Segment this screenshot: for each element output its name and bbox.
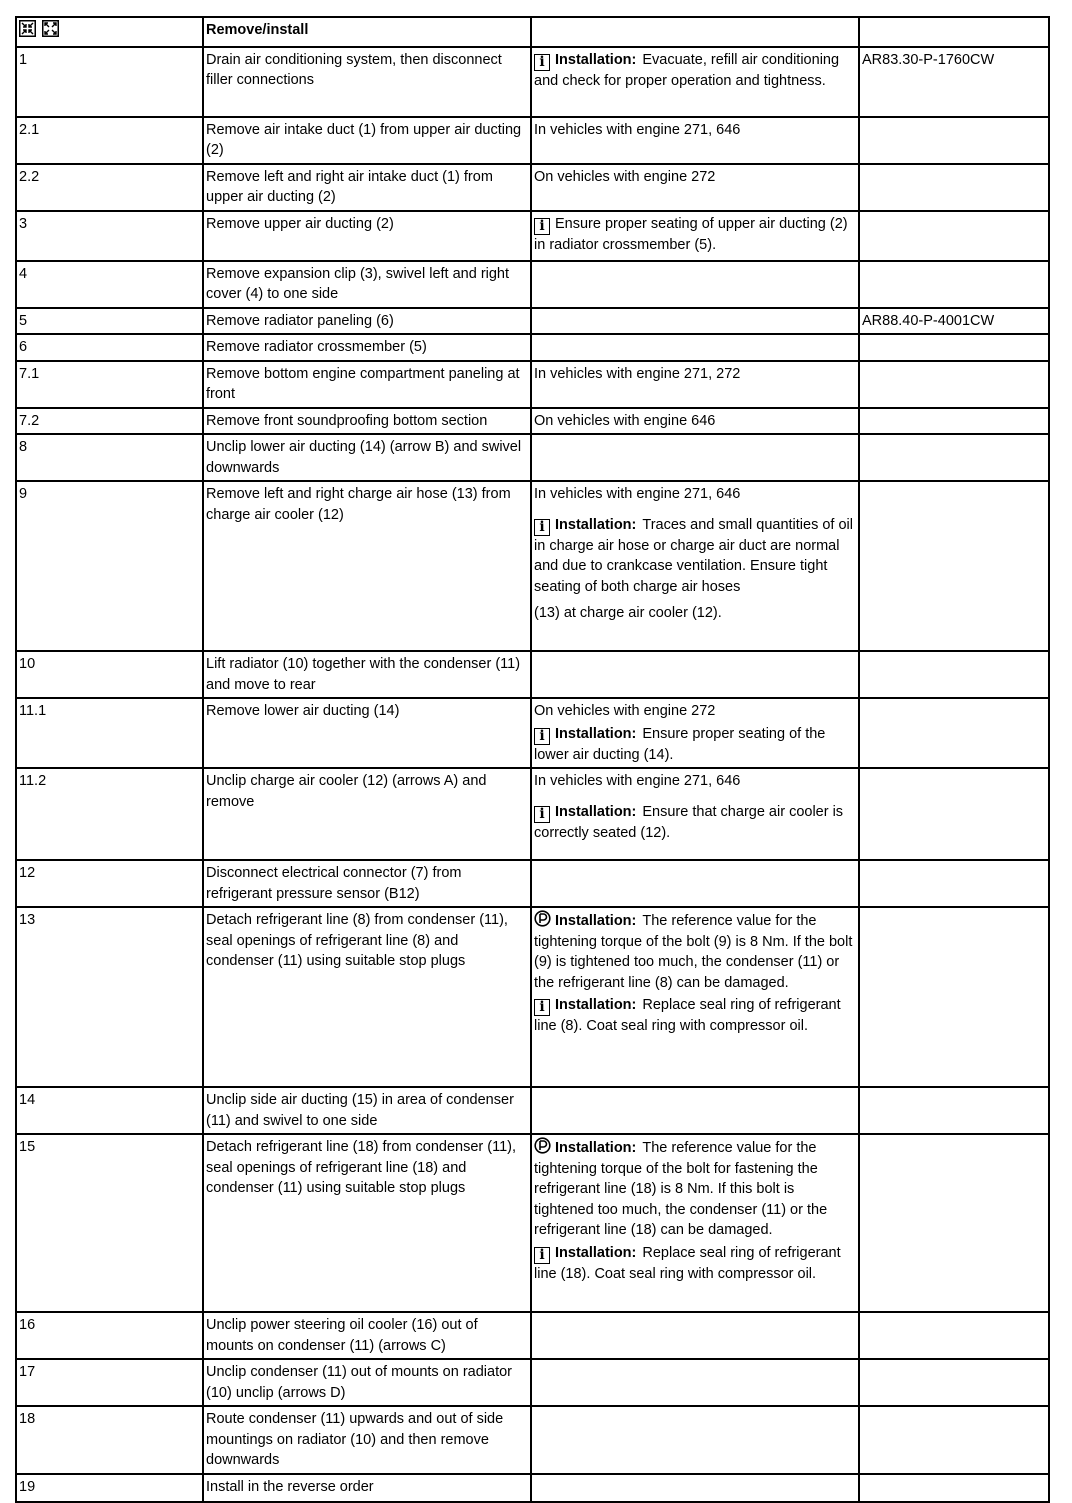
remove-arrows-icon	[19, 20, 36, 37]
step-notes	[531, 481, 859, 651]
step-number: 2.1	[16, 117, 203, 164]
step-number: 8	[16, 434, 203, 481]
reference-cell	[859, 1134, 1049, 1312]
step-action: Lift radiator (10) together with the condenser (11) and move to rear	[203, 651, 531, 698]
engine-condition: On vehicles with engine 272	[534, 703, 716, 719]
table-row	[16, 768, 1049, 860]
install-arrows-icon	[42, 20, 59, 37]
installation-label: Installation:	[555, 997, 637, 1013]
table-row	[16, 481, 1049, 651]
step-action: Remove bottom engine compartment paneling at front	[203, 361, 531, 408]
step-number: 6	[16, 334, 203, 361]
notes-cell	[531, 1359, 859, 1406]
table-row	[16, 651, 1049, 698]
notes-cell	[531, 651, 859, 698]
reference-cell	[859, 860, 1049, 907]
table-row	[16, 308, 1049, 335]
installation-note: Ensure proper seating of the lower air ducting (14).	[534, 725, 826, 763]
step-number: 5	[16, 308, 203, 335]
step-number: 18	[16, 1406, 203, 1474]
info-icon: i	[534, 519, 550, 536]
table-row	[16, 1359, 1049, 1406]
step-number: 11.2	[16, 768, 203, 860]
table-row	[16, 1406, 1049, 1474]
torque-note: The reference value for the tightening torque of the bolt for fastening the refrigerant line (18) is 8 Nm. If this bolt is tightened too much, the condenser (11) or the refrigerant line (18) can be damaged.	[534, 1140, 828, 1238]
reference-cell	[859, 434, 1049, 481]
reference-link[interactable]: AR88.40-P-4001CW	[859, 308, 1049, 335]
installation-note: Ensure that charge air cooler is correctly seated (12).	[534, 803, 844, 841]
step-action: Remove left and right charge air hose (13) from charge air cooler (12)	[203, 481, 531, 651]
step-action: Remove air intake duct (1) from upper air ducting (2)	[203, 117, 531, 164]
engine-condition: In vehicles with engine 271, 272	[531, 361, 859, 408]
table-row	[16, 261, 1049, 308]
installation-note: Ensure proper seating of upper air ducting (2) in radiator crossmember (5).	[534, 215, 848, 253]
notes-cell	[531, 1312, 859, 1359]
step-number: 7.1	[16, 361, 203, 408]
reference-cell	[859, 1406, 1049, 1474]
step-number: 1	[16, 47, 203, 117]
info-icon: i	[534, 806, 550, 823]
table-row	[16, 211, 1049, 261]
table-row	[16, 1312, 1049, 1359]
step-number: 13	[16, 907, 203, 1087]
info-icon: i	[534, 218, 550, 235]
reference-cell	[859, 1359, 1049, 1406]
step-number: 15	[16, 1134, 203, 1312]
installation-note: Traces and small quantities of oil in charge air hose or charge air duct are normal and due to crankcase ventilation. Ensure tight seating of both charge air hoses	[534, 516, 853, 595]
step-action: Remove radiator crossmember (5)	[203, 334, 531, 361]
procedure-body	[16, 17, 1049, 1502]
notes-cell	[531, 434, 859, 481]
reference-cell	[859, 907, 1049, 1087]
engine-condition: In vehicles with engine 271, 646	[534, 486, 741, 502]
info-icon: i	[534, 728, 550, 745]
step-action: Unclip charge air cooler (12) (arrows A) and remove	[203, 768, 531, 860]
installation-label: Installation:	[555, 516, 637, 533]
installation-note: Evacuate, refill air conditioning and check for proper operation and tightness.	[534, 51, 840, 89]
reference-link[interactable]: AR83.30-P-1760CW	[859, 47, 1049, 117]
header-empty-cell	[859, 17, 1049, 47]
step-number: 4	[16, 261, 203, 308]
reference-cell	[859, 1087, 1049, 1134]
notes-cell	[531, 860, 859, 907]
header-title: Remove/install	[203, 17, 531, 47]
reference-cell	[859, 334, 1049, 361]
step-number: 2.2	[16, 164, 203, 211]
step-action: Remove expansion clip (3), swivel left and right cover (4) to one side	[203, 261, 531, 308]
reference-cell	[859, 164, 1049, 211]
step-number: 17	[16, 1359, 203, 1406]
engine-condition: In vehicles with engine 271, 646	[531, 117, 859, 164]
reference-cell	[859, 261, 1049, 308]
torque-note: The reference value for the tightening torque of the bolt (9) is 8 Nm. If the bolt (9) is tightened too much, the condenser (11) or the refrigerant line (8) can be damaged.	[534, 913, 853, 991]
step-action: Detach refrigerant line (18) from condenser (11), seal openings of refrigerant line (18) and condenser (11) using suitable stop plugs	[203, 1134, 531, 1312]
step-action: Remove radiator paneling (6)	[203, 308, 531, 335]
step-action: Install in the reverse order	[203, 1474, 531, 1502]
notes-cell	[531, 261, 859, 308]
reference-cell	[859, 481, 1049, 651]
step-number: 7.2	[16, 408, 203, 435]
step-action: Remove front soundproofing bottom section	[203, 408, 531, 435]
torque-wrench-icon	[534, 910, 551, 927]
step-notes	[531, 698, 859, 768]
step-action: Route condenser (11) upwards and out of side mountings on radiator (10) and then remove downwards	[203, 1406, 531, 1474]
installation-note-tail: (13) at charge air cooler (12).	[534, 605, 722, 621]
step-action: Remove lower air ducting (14)	[203, 698, 531, 768]
step-action: Detach refrigerant line (8) from condenser (11), seal openings of refrigerant line (8) and condenser (11) using suitable stop plugs	[203, 907, 531, 1087]
installation-label: Installation:	[555, 803, 637, 820]
step-notes	[531, 47, 859, 117]
reference-cell	[859, 408, 1049, 435]
step-notes	[531, 907, 859, 1087]
info-icon: i	[534, 1247, 550, 1264]
info-icon: i	[534, 999, 550, 1016]
reference-cell	[859, 1312, 1049, 1359]
engine-condition: On vehicles with engine 646	[531, 408, 859, 435]
reference-cell	[859, 361, 1049, 408]
table-row	[16, 117, 1049, 164]
header-row	[16, 17, 1049, 47]
procedure-table	[15, 16, 1050, 1503]
step-number: 11.1	[16, 698, 203, 768]
reference-cell	[859, 651, 1049, 698]
step-action: Unclip side air ducting (15) in area of condenser (11) and swivel to one side	[203, 1087, 531, 1134]
table-row	[16, 860, 1049, 907]
reference-cell	[859, 768, 1049, 860]
info-icon: i	[534, 54, 550, 71]
step-action: Remove upper air ducting (2)	[203, 211, 531, 261]
reference-cell	[859, 698, 1049, 768]
table-row	[16, 164, 1049, 211]
table-row	[16, 334, 1049, 361]
notes-cell	[531, 334, 859, 361]
step-number: 10	[16, 651, 203, 698]
notes-cell	[531, 308, 859, 335]
step-action: Drain air conditioning system, then disconnect filler connections	[203, 47, 531, 117]
torque-wrench-icon	[534, 1137, 551, 1154]
table-row	[16, 47, 1049, 117]
installation-label: Installation:	[555, 1140, 637, 1156]
installation-label: Installation:	[555, 51, 637, 68]
engine-condition: On vehicles with engine 272	[531, 164, 859, 211]
step-notes	[531, 768, 859, 860]
table-row	[16, 698, 1049, 768]
step-number: 9	[16, 481, 203, 651]
step-number: 12	[16, 860, 203, 907]
step-number: 3	[16, 211, 203, 261]
installation-label: Installation:	[555, 913, 637, 929]
table-row	[16, 408, 1049, 435]
step-notes	[531, 1134, 859, 1312]
notes-cell	[531, 1406, 859, 1474]
step-action: Unclip lower air ducting (14) (arrow B) and swivel downwards	[203, 434, 531, 481]
table-row	[16, 1134, 1049, 1312]
step-number: 16	[16, 1312, 203, 1359]
notes-cell	[531, 1087, 859, 1134]
step-action: Unclip power steering oil cooler (16) out of mounts on condenser (11) (arrows C)	[203, 1312, 531, 1359]
installation-note: Replace seal ring of refrigerant line (8). Coat seal ring with compressor oil.	[534, 997, 841, 1034]
installation-note: Replace seal ring of refrigerant line (18). Coat seal ring with compressor oil.	[534, 1244, 841, 1282]
table-row	[16, 361, 1049, 408]
reference-cell	[859, 211, 1049, 261]
step-action: Remove left and right air intake duct (1) from upper air ducting (2)	[203, 164, 531, 211]
header-empty-cell	[531, 17, 859, 47]
engine-condition: In vehicles with engine 271, 646	[534, 773, 741, 789]
header-icons-cell	[16, 17, 203, 47]
step-action: Disconnect electrical connector (7) from refrigerant pressure sensor (B12)	[203, 860, 531, 907]
step-number: 14	[16, 1087, 203, 1134]
step-notes	[531, 211, 859, 261]
table-row	[16, 907, 1049, 1087]
installation-label: Installation:	[555, 1244, 637, 1261]
reference-cell	[859, 117, 1049, 164]
step-number: 19	[16, 1474, 203, 1502]
installation-label: Installation:	[555, 725, 637, 742]
table-row	[16, 1087, 1049, 1134]
step-action: Unclip condenser (11) out of mounts on radiator (10) unclip (arrows D)	[203, 1359, 531, 1406]
table-row	[16, 434, 1049, 481]
